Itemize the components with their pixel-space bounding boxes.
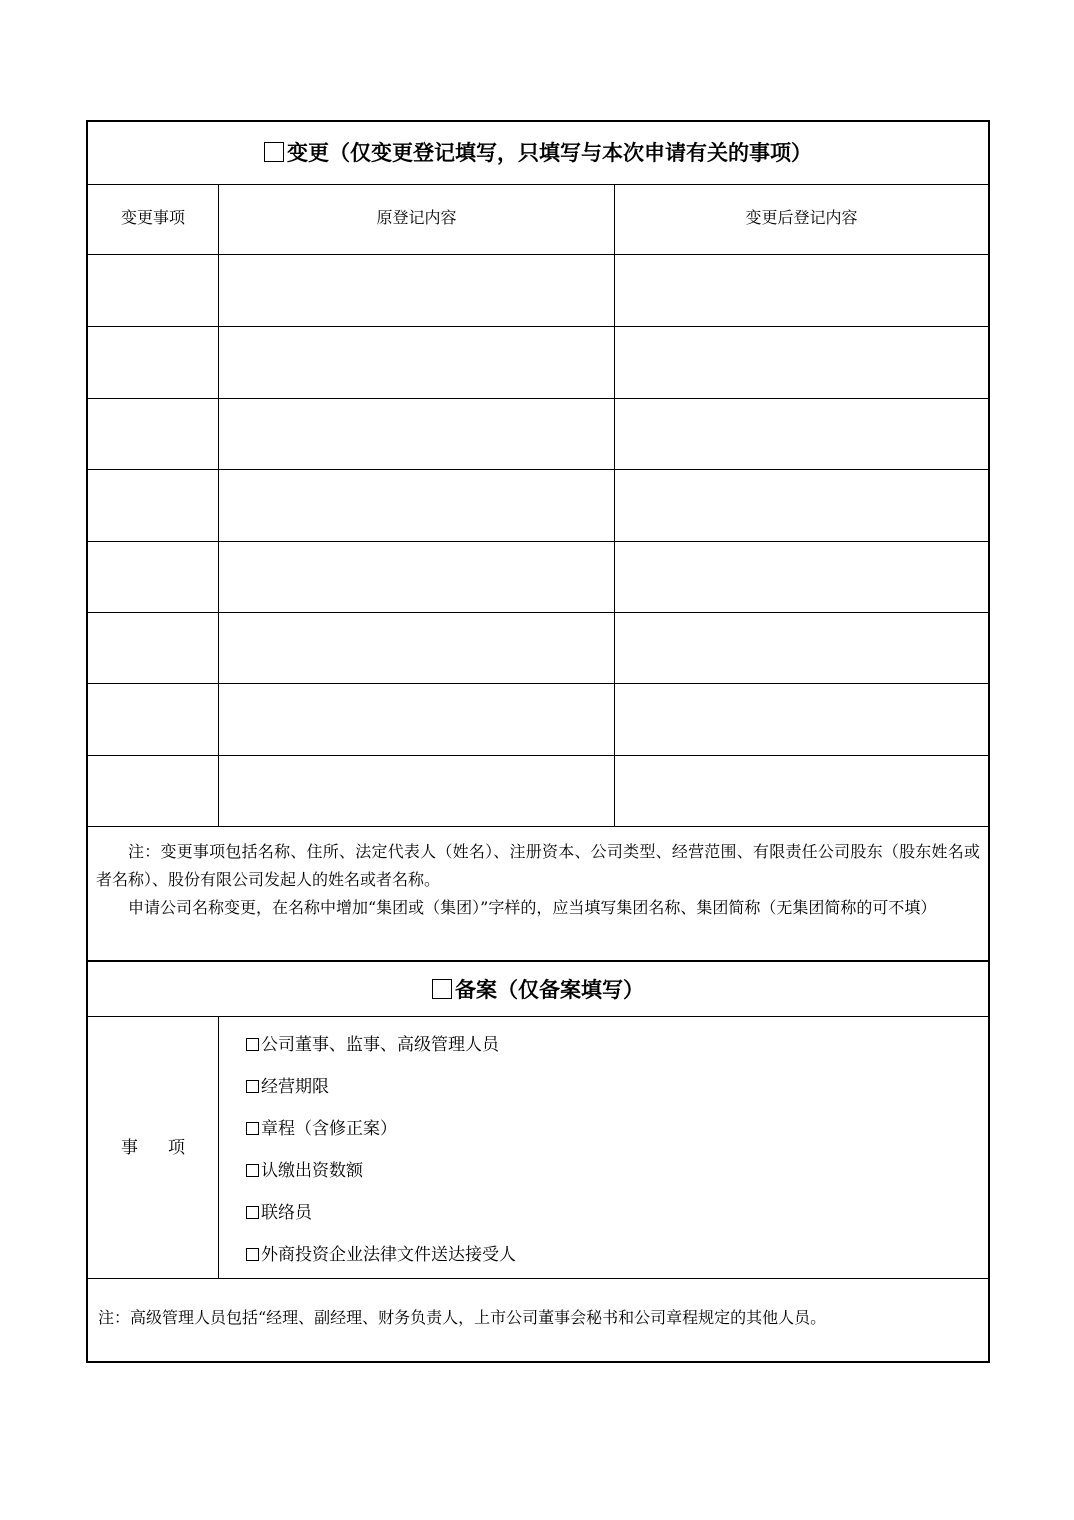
filing-option[interactable] xyxy=(246,1114,516,1156)
new-content-cell[interactable] xyxy=(615,326,988,398)
column-divider xyxy=(218,1016,219,1278)
original-content-cell[interactable] xyxy=(219,755,614,827)
table-row xyxy=(88,541,988,613)
filing-option-label: 认缴出资数额 xyxy=(261,1161,363,1181)
divider xyxy=(88,1278,988,1279)
new-content-cell[interactable] xyxy=(615,255,988,327)
column-header-change-item: 变更事项 xyxy=(120,208,185,227)
table-row xyxy=(88,398,988,470)
original-content-cell[interactable] xyxy=(219,683,614,755)
filing-option-checkbox[interactable] xyxy=(246,1164,259,1177)
change-item-cell[interactable] xyxy=(88,469,218,541)
change-checkbox[interactable] xyxy=(264,142,284,162)
change-item-cell[interactable] xyxy=(88,398,218,470)
filing-option[interactable] xyxy=(246,1030,516,1072)
filing-section-note: 注：高级管理人员包括“经理、副经理、财务负责人，上市公司董事会秘书和公司章程规定的其他人员。 xyxy=(98,1308,827,1327)
divider xyxy=(88,184,988,185)
filing-option-label: 章程（含修正案） xyxy=(261,1119,397,1139)
filing-option-checkbox[interactable] xyxy=(246,1122,259,1135)
new-content-cell[interactable] xyxy=(615,398,988,470)
change-section-title xyxy=(88,138,988,168)
change-item-cell[interactable] xyxy=(88,612,218,684)
filing-option[interactable] xyxy=(246,1240,516,1282)
filing-section-title-text: 备案（仅备案填写） xyxy=(455,978,644,1002)
table-row xyxy=(88,612,988,684)
table-row xyxy=(88,326,988,398)
table-row xyxy=(88,469,988,541)
filing-checkbox[interactable] xyxy=(432,979,452,999)
column-divider xyxy=(218,184,219,826)
change-section-title-text: 变更（仅变更登记填写，只填写与本次申请有关的事项） xyxy=(287,141,812,165)
new-content-cell[interactable] xyxy=(615,755,988,827)
filing-option-label: 联络员 xyxy=(261,1203,312,1223)
change-item-cell[interactable] xyxy=(88,755,218,827)
section-divider xyxy=(88,960,988,962)
new-content-cell[interactable] xyxy=(615,612,988,684)
change-item-cell[interactable] xyxy=(88,255,218,327)
filing-label-char-1: 事 xyxy=(121,1138,138,1158)
original-content-cell[interactable] xyxy=(219,469,614,541)
filing-option-label: 公司董事、监事、高级管理人员 xyxy=(261,1035,499,1055)
change-section-note xyxy=(88,838,988,922)
divider xyxy=(88,1016,988,1017)
filing-option-checkbox[interactable] xyxy=(246,1038,259,1051)
original-content-cell[interactable] xyxy=(219,612,614,684)
filing-option-checkbox[interactable] xyxy=(246,1248,259,1261)
change-item-cell[interactable] xyxy=(88,541,218,613)
table-row xyxy=(88,755,988,827)
filing-option-label: 外商投资企业法律文件送达接受人 xyxy=(261,1245,516,1265)
change-note-paragraph-1: 注：变更事项包括名称、住所、法定代表人（姓名）、注册资本、公司类型、经营范围、有限责任公司股东（股东姓名或者名称）、股份有限公司发起人的姓名或者名称。 xyxy=(96,842,980,889)
new-content-cell[interactable] xyxy=(615,541,988,613)
filing-option[interactable] xyxy=(246,1198,516,1240)
original-content-cell[interactable] xyxy=(219,398,614,470)
new-content-cell[interactable] xyxy=(615,469,988,541)
divider xyxy=(88,826,988,827)
filing-option-label: 经营期限 xyxy=(261,1077,329,1097)
filing-option-checkbox[interactable] xyxy=(246,1080,259,1093)
filing-option[interactable] xyxy=(246,1072,516,1114)
change-item-cell[interactable] xyxy=(88,326,218,398)
change-item-cell[interactable] xyxy=(88,683,218,755)
column-header-new-content: 变更后登记内容 xyxy=(745,208,858,227)
table-row xyxy=(88,255,988,327)
column-header-original-content: 原登记内容 xyxy=(376,208,457,227)
change-note-paragraph-2: 申请公司名称变更，在名称中增加“集团或（集团）”字样的，应当填写集团名称、集团简称（无集团简称的可不填） xyxy=(128,898,937,917)
original-content-cell[interactable] xyxy=(219,541,614,613)
new-content-cell[interactable] xyxy=(615,683,988,755)
original-content-cell[interactable] xyxy=(219,255,614,327)
registration-form xyxy=(86,120,990,1363)
filing-checklist xyxy=(246,1030,516,1282)
filing-option[interactable] xyxy=(246,1156,516,1198)
filing-section-title xyxy=(88,975,988,1005)
filing-item-label xyxy=(88,1136,218,1160)
original-content-cell[interactable] xyxy=(219,326,614,398)
column-divider xyxy=(614,184,615,826)
table-row xyxy=(88,683,988,755)
filing-option-checkbox[interactable] xyxy=(246,1206,259,1219)
filing-label-char-2: 项 xyxy=(168,1138,185,1158)
